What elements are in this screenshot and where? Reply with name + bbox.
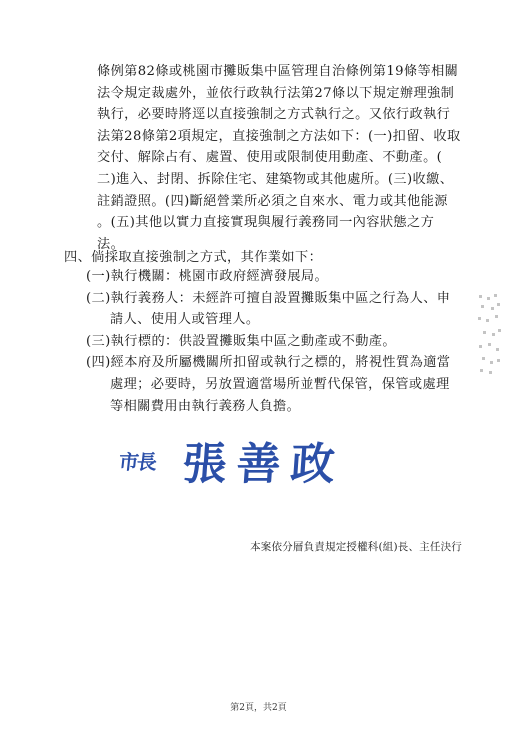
margin-seal-marks <box>477 293 501 375</box>
item-line: (二)執行義務人：未經許可擅自設置攤販集中區之行為人、申 <box>86 290 451 306</box>
item-line: 請人、使用人或管理人。 <box>110 312 260 328</box>
paragraph-line: 註銷證照。(四)斷絕營業所必須之自來水、電力或其他能源 <box>97 193 448 209</box>
item-line: (四)經本府及所屬機關所扣留或執行之標的，將視性質為適當 <box>86 355 451 371</box>
list-item <box>86 352 450 417</box>
paragraph-line: 。(五)其他以實力直接實現與履行義務同一內容狀態之方 <box>97 215 435 231</box>
paragraph-line: 條例第82條或桃園市攤販集中區管理自治條例第19條等相關 <box>97 64 459 79</box>
item-line: (三)執行標的：供設置攤販集中區之動產或不動產。 <box>86 333 397 349</box>
list-item <box>86 288 450 331</box>
paragraph-line: 交付、解除占有、處置、使用或限制使用動產、不動產。( <box>97 150 443 166</box>
item-line: 等相關費用由執行義務人負擔。 <box>110 398 301 414</box>
section3-continuation-paragraph <box>97 61 461 255</box>
paragraph-line: 二)進入、封閉、拆除住宅、建築物或其他處所。(三)收繳、 <box>97 171 454 187</box>
list-item <box>86 266 450 288</box>
mayor-signature-stamp <box>115 428 400 498</box>
paragraph-line: 法。 <box>97 236 125 252</box>
section4-heading: 四、倘採取直接強制之方式，其作業如下： <box>64 250 323 265</box>
paragraph-line: 執行，必要時將逕以直接強制之方式執行之。又依行政執行 <box>97 107 451 123</box>
paragraph-line: 法第28條第2項規定，直接強制之方法如下：(一)扣留、收取 <box>97 128 461 144</box>
paragraph-line: 法令規定裁處外，並依行政執行法第27條以下規定辦理強制 <box>97 85 455 101</box>
section4-item-list <box>86 266 450 417</box>
delegation-note: 本案依分層負責規定授權科(組)長、主任決行 <box>250 541 462 553</box>
mayor-title: 市長 <box>117 450 157 474</box>
page-number: 第2頁，共2頁 <box>230 703 287 713</box>
item-line: 處理；必要時，另放置適當場所並暫代保管，保管或處理 <box>110 376 450 392</box>
list-item <box>86 331 450 353</box>
item-line: (一)執行機關：桃園市政府經濟發展局。 <box>86 269 329 284</box>
mayor-name: 張善政 <box>180 439 347 490</box>
